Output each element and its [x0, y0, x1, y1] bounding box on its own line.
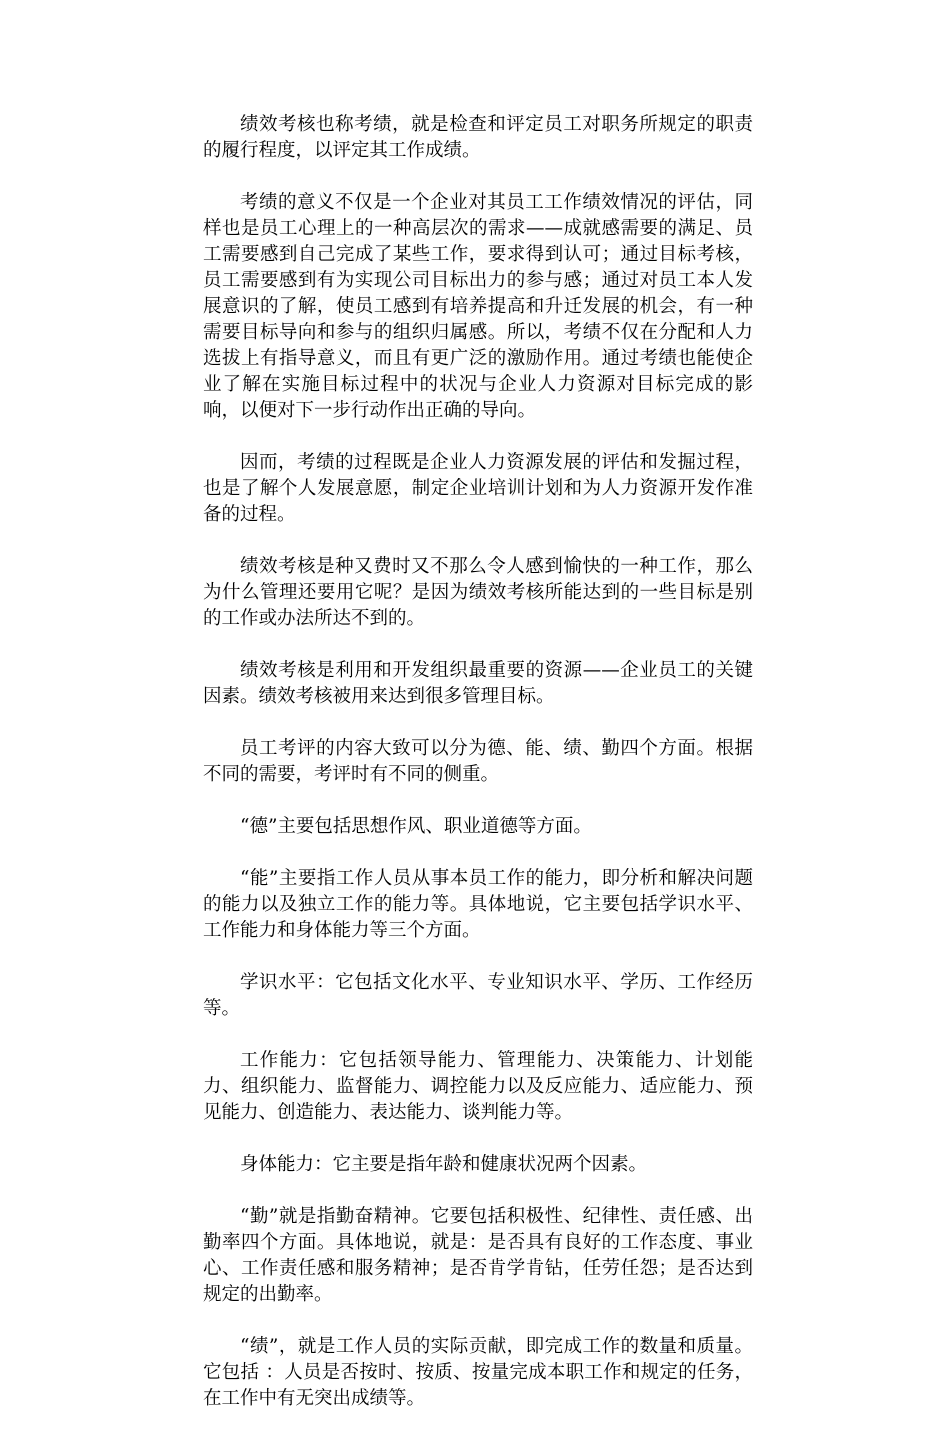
paragraph-knowledge-level: 学识水平：它包括文化水平、专业知识水平、学历、工作经历等。 — [203, 972, 753, 1019]
paragraph-significance: 考绩的意义不仅是一个企业对其员工工作绩效情况的评估，同样也是员工心理上的一种高层次的需求——成就感需要的满足、员工需要感到自己完成了某些工作，要求得到认可；通过目标考核，员工需要感到有为实现公司目标出力的参与感；通过对员工本人发展意识的了解，使员工感到有培养提高和升迁发展的机会，有一种需要目标导向和参与的组织归属感。所以，考绩不仅在分配和人力选拔上有指导意义，而且有更广泛的激励作用。通过考绩也能使企业了解在实施目标过程中的状况与企业人力资源对目标完成的影响，以便对下一步行动作出正确的导向。 — [203, 192, 753, 421]
paragraph-morality: “德”主要包括思想作风、职业道德等方面。 — [240, 816, 592, 837]
paragraph-definition: 绩效考核也称考绩，就是检查和评定员工对职务所规定的职责的履行程度，以评定其工作成绩。 — [203, 114, 753, 161]
paragraph-key-factor: 绩效考核是利用和开发组织最重要的资源——企业员工的关键因素。绩效考核被用来达到很多管理目标。 — [203, 660, 753, 707]
paragraph-diligence: “勤”就是指勤奋精神。它要包括积极性、纪律性、责任感、出勤率四个方面。具体地说，就是：是否具有良好的工作态度、事业心、工作责任感和服务精神；是否肯学肯钻，任劳任怨；是否达到规定的出勤率。 — [203, 1206, 753, 1305]
paragraph-evaluation-content: 员工考评的内容大致可以分为德、能、绩、勤四个方面。根据不同的需要，考评时有不同的侧重。 — [203, 738, 753, 785]
document-body — [203, 112, 753, 1438]
paragraph-ability: “能”主要指工作人员从事本员工作的能力，即分析和解决问题的能力以及独立工作的能力等。具体地说，它主要包括学识水平、工作能力和身体能力等三个方面。 — [203, 868, 753, 941]
paragraph-why-manage: 绩效考核是种又费时又不那么令人感到愉快的一种工作，那么为什么管理还要用它呢？是因为绩效考核所能达到的一些目标是别的工作或办法所达不到的。 — [203, 556, 753, 629]
paragraph-performance: “绩”，就是工作人员的实际贡献，即完成工作的数量和质量。它包括 ：人员是否按时、按质、按量完成本职工作和规定的任务，在工作中有无突出成绩等。 — [203, 1336, 753, 1409]
paragraph-process: 因而，考绩的过程既是企业人力资源发展的评估和发掘过程，也是了解个人发展意愿，制定企业培训计划和为人力资源开发作准备的过程。 — [203, 452, 753, 525]
paragraph-physical-ability: 身体能力：它主要是指年龄和健康状况两个因素。 — [240, 1154, 648, 1175]
paragraph-work-ability: 工作能力：它包括领导能力、管理能力、决策能力、计划能力、组织能力、监督能力、调控能力以及反应能力、适应能力、预见能力、创造能力、表达能力、谈判能力等。 — [203, 1050, 753, 1123]
